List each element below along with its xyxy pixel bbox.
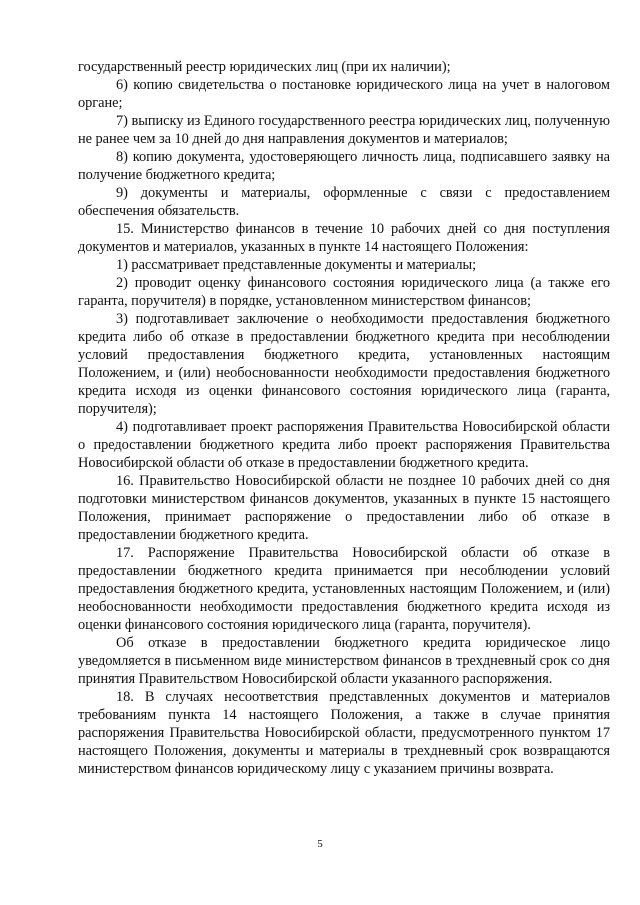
clause-15-item-2: 2) проводит оценку финансового состояния юридического лица (а также его гаранта, поручителя) в порядке, установленном министерством финансов;: [78, 275, 610, 309]
clause-15-item-1: 1) рассматривает представленные документы и материалы;: [116, 257, 477, 273]
clause-15-item-4: 4) подготавливает проект распоряжения Правительства Новосибирской области о предоставлении бюджетного кредита либо проект распоряжения Правительства Новосибирской области об отказе в предоставлении бюджетного кредита.: [78, 419, 610, 471]
clause-16: 16. Правительство Новосибирской области не позднее 10 рабочих дней со дня подготовки министерством финансов документов, указанных в пункте 15 настоящего Положения, принимает распоряжение о предоставлении либо об отказе в предоставлении бюджетного кредита.: [78, 473, 610, 543]
clause-15: 15. Министерство финансов в течение 10 рабочих дней со дня поступления документов и материалов, указанных в пункте 14 настоящего Положения:: [78, 221, 610, 255]
list-item-8: 8) копию документа, удостоверяющего личность лица, подписавшего заявку на получение бюджетного кредита;: [78, 149, 610, 183]
list-item-6: 6) копию свидетельства о постановке юридического лица на учет в налоговом органе;: [78, 77, 610, 111]
page-number: 5: [317, 838, 323, 850]
clause-17: 17. Распоряжение Правительства Новосибирской области об отказе в предоставлении бюджетного кредита принимается при несоблюдении условий предоставления бюджетного кредита, установленных настоящим Положением, и (или) необоснованности необходимости предоставления бюджетного кредита исходя из оценки финансового состояния юридического лица (гаранта, поручителя).: [78, 545, 610, 633]
list-item-9: 9) документы и материалы, оформленные с связи с предоставлением обеспечения обязательств.: [78, 185, 610, 219]
list-item-7: 7) выписку из Единого государственного реестра юридических лиц, полученную не ранее чем за 10 дней до дня направления документов и материалов;: [78, 113, 610, 147]
clause-18: 18. В случаях несоответствия представленных документов и материалов требованиям пункта 14 настоящего Положения, а также в случае принятия распоряжения Правительства Новосибирской области, предусмотренного пунктом 17 настоящего Положения, документы и материалы в трехдневный срок возвращаются министерством финансов юридическому лицу с указанием причины возврата.: [78, 689, 610, 777]
document-body: [78, 58, 610, 778]
clause-15-item-3: 3) подготавливает заключение о необходимости предоставления бюджетного кредита либо об отказе в предоставлении бюджетного кредита при несоблюдении условий предоставления бюджетного кредита, установленных настоящим Положением, и (или) необоснованности необходимости предоставления бюджетного кредита исходя из оценки финансового состояния юридического лица (гаранта, поручителя);: [78, 311, 610, 417]
clause-17-notice: Об отказе в предоставлении бюджетного кредита юридическое лицо уведомляется в письменном виде министерством финансов в трехдневный срок со дня принятия Правительством Новосибирской области указанного распоряжения.: [78, 635, 610, 687]
paragraph-continuation: государственный реестр юридических лиц (при их наличии);: [78, 59, 451, 75]
